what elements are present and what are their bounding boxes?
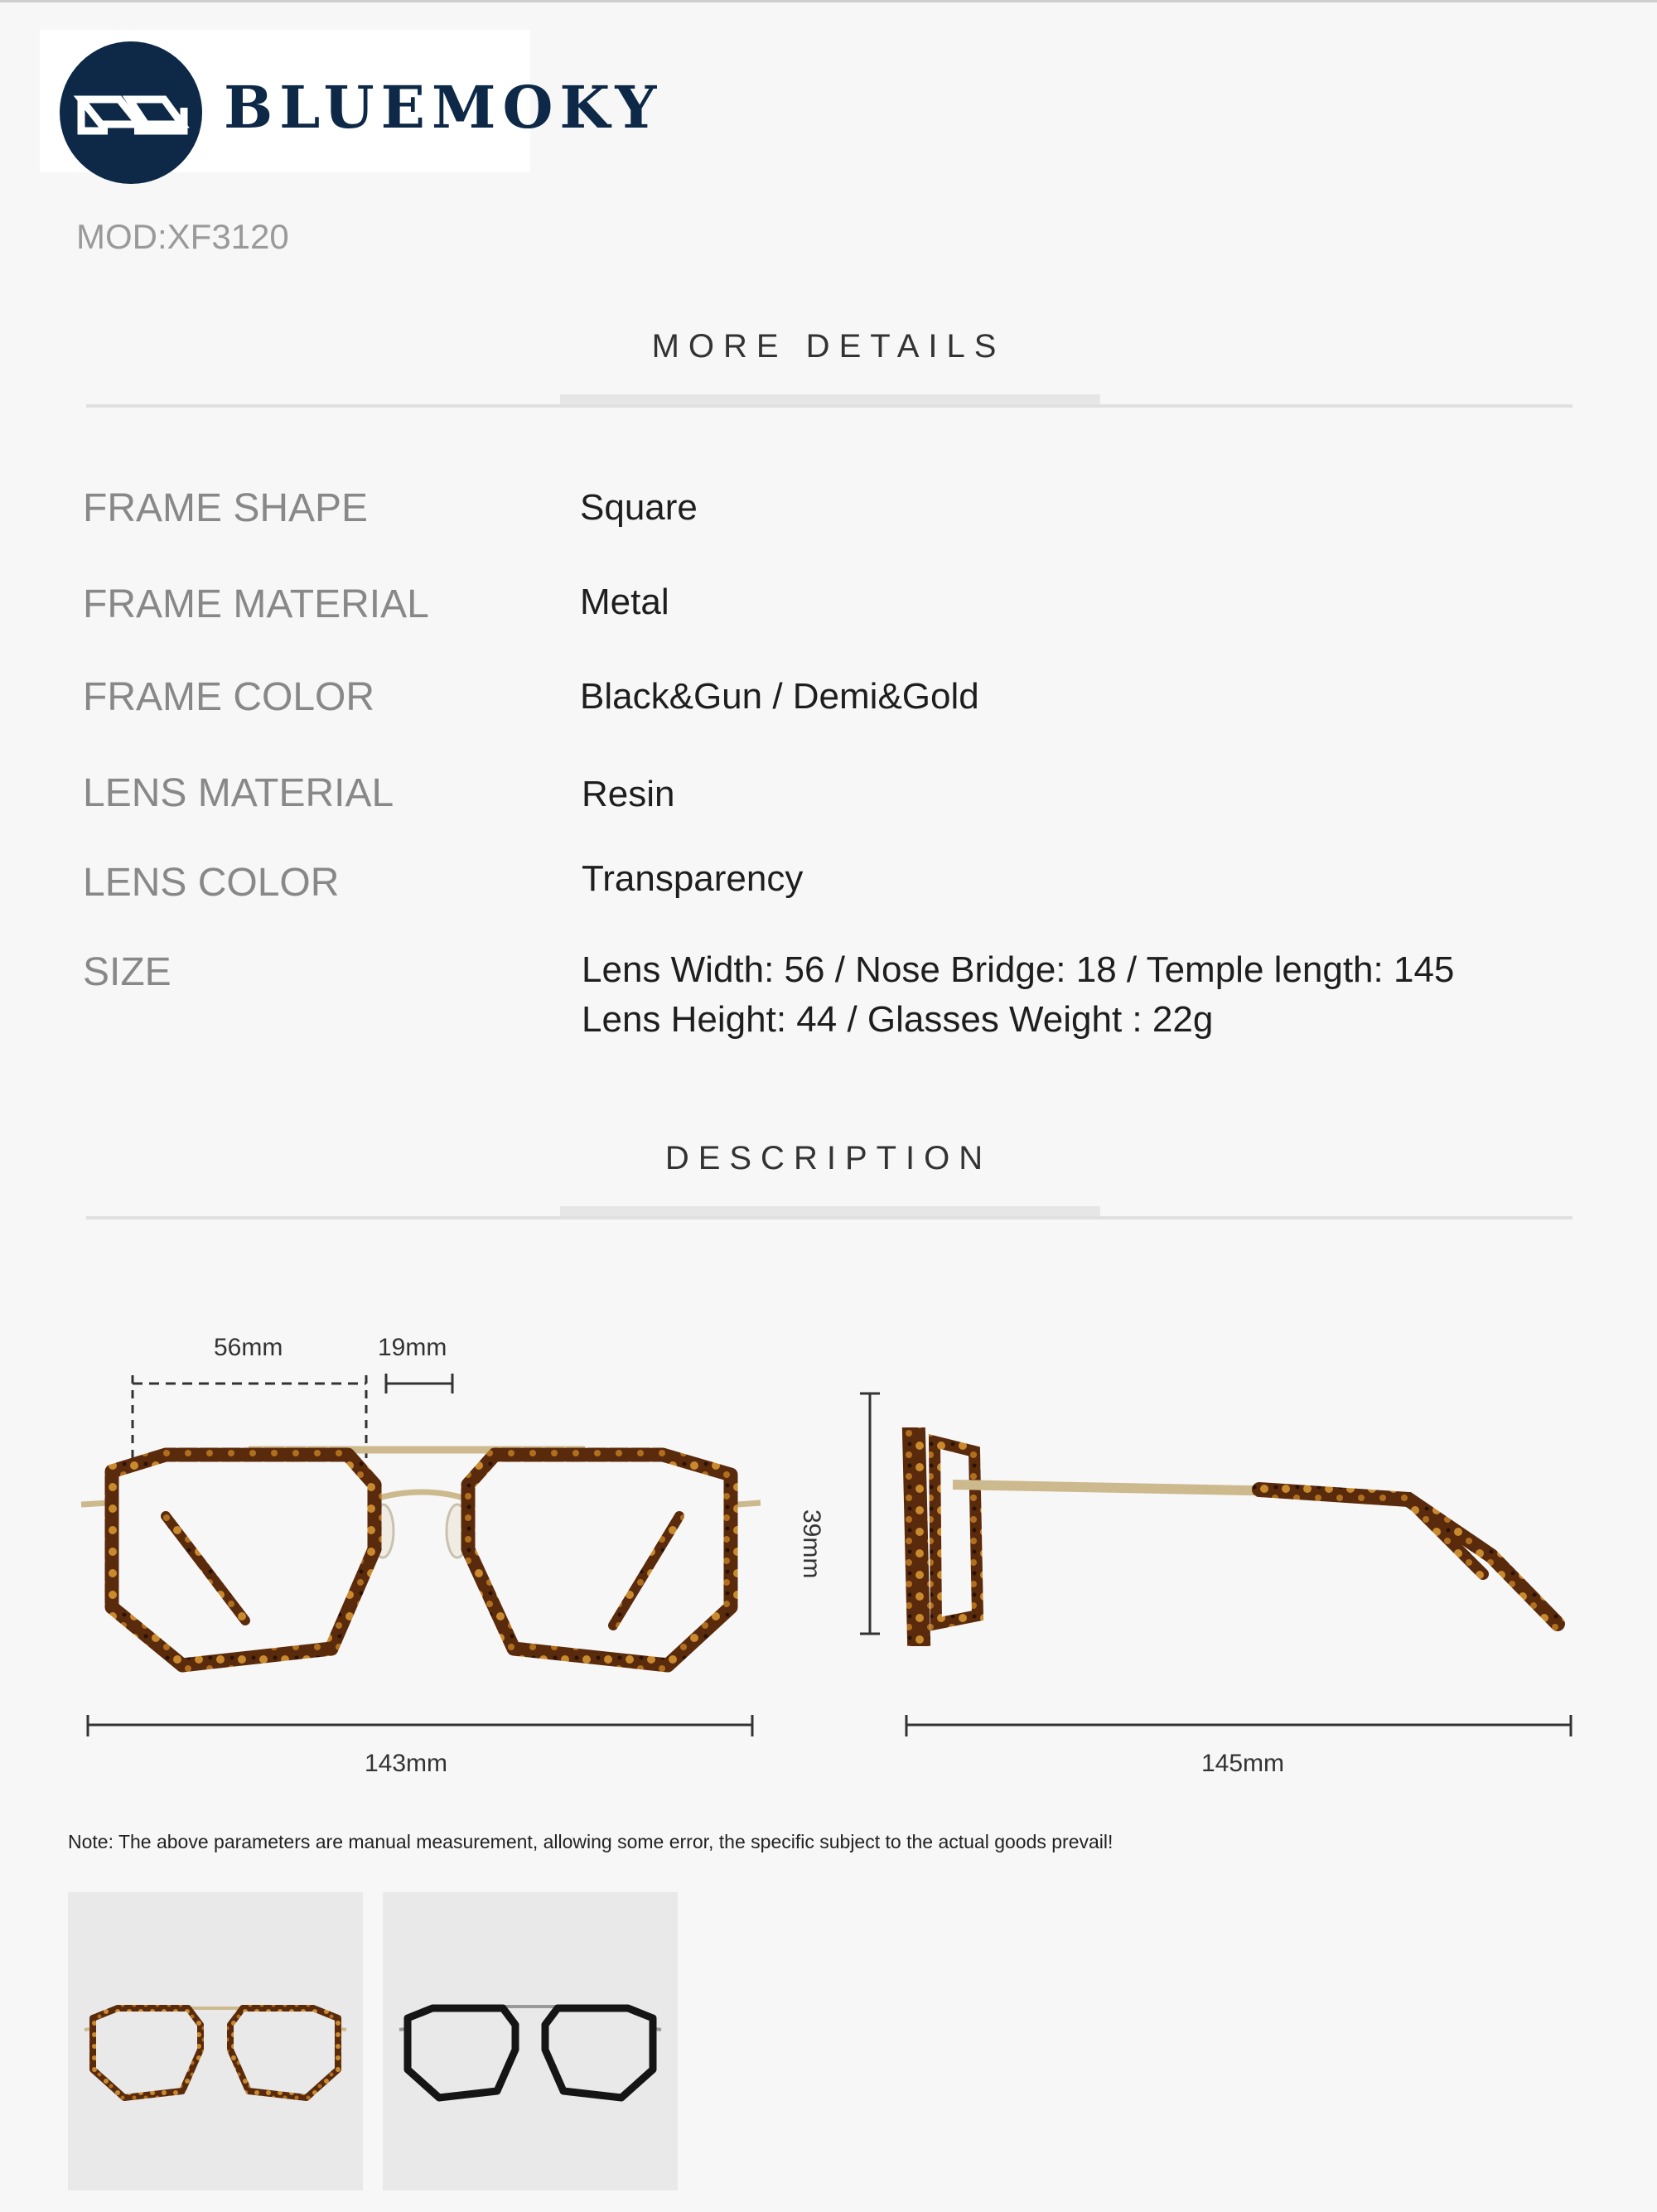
spec-value: Square xyxy=(580,487,698,528)
spec-label: FRAME COLOR xyxy=(83,675,375,719)
spec-value: Lens Width: 56 / Nose Bridge: 18 / Temple length: 145 xyxy=(582,949,1455,990)
heading-divider xyxy=(86,1216,1572,1219)
spec-label: FRAME SHAPE xyxy=(83,486,369,530)
more-details-heading: MORE DETAILS xyxy=(651,328,1006,365)
spec-label: SIZE xyxy=(83,950,171,994)
top-border xyxy=(0,0,1657,2)
height-label: 39mm xyxy=(798,1509,825,1579)
spec-value: Transparency xyxy=(582,858,804,899)
temple-length-label: 145mm xyxy=(1201,1750,1285,1777)
front-view-diagram xyxy=(0,1309,828,1789)
lens-width-label: 56mm xyxy=(214,1334,283,1361)
spec-value: Resin xyxy=(582,774,675,814)
description-heading: DESCRIPTION xyxy=(664,1140,993,1176)
spec-label: LENS COLOR xyxy=(83,861,340,905)
spec-label: FRAME MATERIAL xyxy=(83,582,429,626)
thumbnail-black[interactable] xyxy=(383,1892,678,2190)
spec-value: Metal xyxy=(580,582,669,622)
brand-name: BLUEMOKY xyxy=(224,73,664,142)
heading-divider xyxy=(86,404,1572,408)
spec-value: Black&Gun / Demi&Gold xyxy=(580,676,979,717)
side-view-diagram xyxy=(828,1375,1657,1789)
frame-width-label: 143mm xyxy=(365,1750,448,1777)
measurement-note: Note: The above parameters are manual measurement, allowing some error, the specific subject to the actual goods prevail! xyxy=(68,1831,1114,1852)
bridge-width-label: 19mm xyxy=(378,1334,447,1361)
spec-value-line2: Lens Height: 44 / Glasses Weight : 22g xyxy=(582,999,1214,1040)
thumbnail-tortoise[interactable] xyxy=(68,1892,363,2190)
model-number: MOD:XF3120 xyxy=(76,217,289,256)
brand-logo-icon xyxy=(60,41,202,184)
spec-label: LENS MATERIAL xyxy=(83,771,394,815)
